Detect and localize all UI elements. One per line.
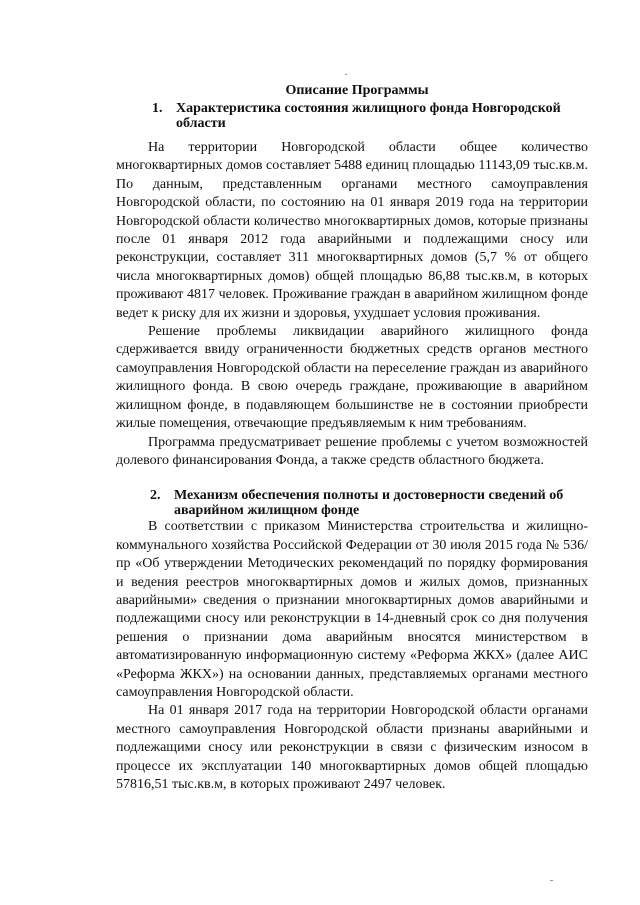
section-2-paragraph: На 01 января 2017 года на территории Новгородской области органами местного самоуправления Новгородской области признаны аварийными и подлежащими сносу или реконструкции в связи с физическим износом в процессе их эксплуатации 140 многоквартирных домов общей площадью 57816,51 тыс.кв.м, в которых проживают 2497 человек. [116,703,588,792]
section-1-heading [152,101,588,131]
scan-speck [345,74,347,75]
document-page [116,82,588,794]
section-1-paragraph: Решение проблемы ликвидации аварийного жилищного фонда сдерживается ввиду ограниченности бюджетных средств органов местного самоуправления Новгородской области на переселение граждан из аварийного жилищного фонда. В свою очередь граждане, проживающие в аварийном жилищном фонде, в подавляющем большинстве не в состоянии приобрести жилые помещения, отвечающие предъявляемым к ним требованиям. [116,324,588,432]
section-1-paragraph: На территории Новгородской области общее количество многоквартирных домов составляет 5488 единиц площадью 11143,09 тыс.кв.м. По данным, представленным органами местного самоуправления Новгородской области, по состоянию на 01 января 2019 года на территории Новгородской области количество многоквартирных домов, которые признаны после 01 января 2012 года аварийными и подлежащими сносу или реконструкции, составляет 311 многоквартирных домов (5,7 % от общего числа многоквартирных домов) общей площадью 86,88 тыс.кв.м, в которых проживают 4817 человек. Проживание граждан в аварийном жилищном фонде ведет к риску для их жизни и здоровья, ухудшает условия проживания. [116,140,588,321]
section-1-paragraph: Программа предусматривает решение проблемы с учетом возможностей долевого финансирования Фонда, а также средств областного бюджета. [116,434,588,468]
section-1-number: 1. [152,101,163,116]
section-2-heading [150,488,588,518]
document-title: Описание Программы [285,83,429,98]
section-2-paragraph: В соответствии с приказом Министерства строительства и жилищно-коммунального хозяйства Российской Федерации от 30 июля 2015 года № 536/пр «Об утверждении Методических рекомендаций по порядку формирования и ведения реестров многоквартирных домов и жилых домов, признанных аварийными» сведения о признании многоквартирных домов аварийными и подлежащими сносу или реконструкции в 14-дневный срок со дня получения решения о признании дома аварийным вносятся министерством в автоматизированную информационную систему «Реформа ЖКХ» (далее АИС «Реформа ЖКХ») на основании данных, представляемых органами местного самоуправления Новгородской области. [116,519,588,700]
section-1-title: Характеристика состояния жилищного фонда Новгородской области [176,101,561,131]
section-2-number: 2. [150,488,161,504]
scan-speck [550,880,553,881]
section-2-title: Механизм обеспечения полноты и достоверности сведений об аварийном жилищном фонде [174,488,564,519]
spacer [116,470,588,488]
spacer [116,131,588,139]
